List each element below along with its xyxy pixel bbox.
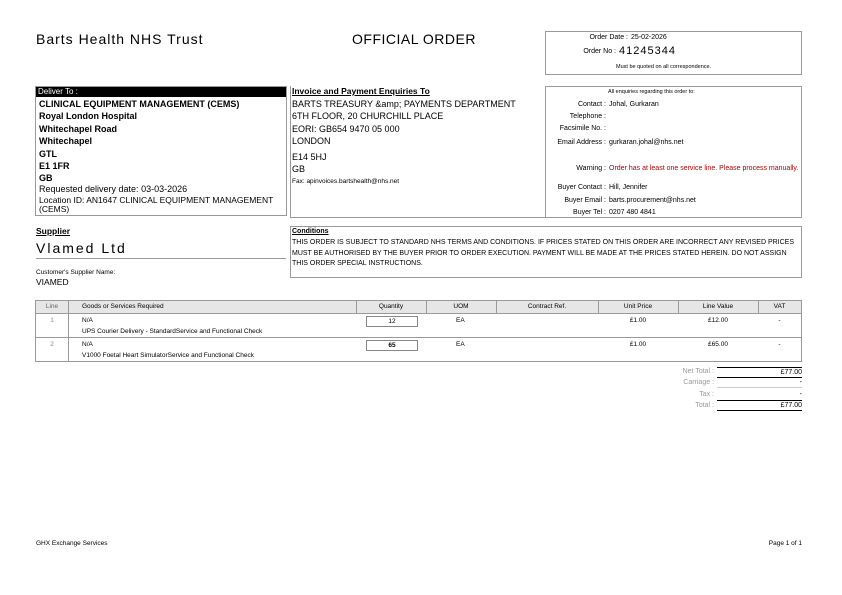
deliver-line: GTL (39, 148, 57, 159)
deliver-line: Whitechapel Road (39, 123, 118, 134)
warning-text: Order has at least one service line. Please process manually. (609, 165, 799, 172)
items-table (35, 300, 802, 362)
col-uom: UOM (453, 303, 469, 310)
tax-label: Tax : (699, 391, 714, 398)
col-divider (496, 301, 497, 314)
row-line-value: £65.00 (708, 341, 728, 348)
buyer-email: barts.procurement@nhs.net (609, 197, 696, 204)
total-label: Total : (695, 402, 714, 409)
col-unit-price: Unit Price (623, 303, 653, 310)
table-header-row (36, 301, 801, 314)
row-line: 2 (50, 341, 54, 348)
order-date: 25-02-2026 (631, 34, 667, 41)
conditions-text: THIS ORDER IS SUBJECT TO STANDARD NHS TERMS AND CONDITIONS. IF PRICES STATED ON THIS ORDER ARE INCORRECT ANY REVISED PRICES MUST BE AUTHORISED BY THE BUYER PRIOR TO ORDER EXECUTION. PAYMENT WILL BE MADE AT THE PRICES STATED HEREIN. DO NOT ASSIGN THIS ORDER SPECIAL INSTRUCTIONS. (292, 239, 795, 267)
col-divider (598, 301, 599, 314)
location-id: Location ID: AN1647 CLINICAL EQUIPMENT MANAGEMENT (CEMS) (39, 195, 274, 214)
col-divider (356, 301, 357, 314)
table-row (36, 338, 801, 361)
invoice-line: GB (292, 164, 306, 175)
facsimile-label: Facsimile No. : (559, 125, 606, 132)
grand-total: £77.00 (717, 400, 802, 411)
col-divider (758, 301, 759, 314)
deliver-address (39, 98, 239, 185)
deliver-line: Whitechapel (39, 136, 93, 147)
telephone-label: Telephone : (569, 113, 606, 120)
buyer-contact-label: Buyer Contact : (557, 184, 606, 191)
row-vat: - (778, 341, 781, 348)
customer-supplier-name: VIAMED (36, 277, 69, 287)
contact-name: Johal, Gurkaran (609, 101, 659, 108)
row-line-value: £12.00 (708, 317, 728, 324)
enquiries-box (545, 86, 802, 218)
row-qty: 12 (366, 316, 418, 327)
tax-value: - (799, 391, 802, 398)
carriage-value: - (717, 378, 802, 388)
row-uom: EA (456, 341, 465, 348)
invoice-line: E14 5HJ (292, 151, 327, 162)
deliver-line: E1 1FR (39, 161, 70, 172)
invoice-fax: Fax: apinvoices.bartshealth@nhs.net (292, 178, 400, 185)
quote-note: Must be quoted on all correspondence. (616, 64, 712, 70)
invoice-line: EORI: GB654 9470 05 000 (292, 123, 400, 134)
invoice-line: 6TH FLOOR, 20 CHURCHILL PLACE (292, 111, 444, 122)
order-info-box (545, 31, 802, 75)
deliver-heading: Deliver To : (36, 87, 286, 97)
col-divider (678, 301, 679, 314)
row-unit-price: £1.00 (629, 317, 647, 324)
page-number: Page 1 of 1 (768, 540, 802, 547)
deliver-line: GB (39, 173, 53, 184)
conditions-box (290, 226, 802, 278)
invoice-box (290, 86, 546, 218)
row-vat: - (778, 317, 781, 324)
buyer-tel-label: Buyer Tel : (573, 209, 606, 216)
buyer-tel: 0207 480 4841 (609, 209, 656, 216)
col-line: Line (45, 303, 59, 310)
net-total: £77.00 (717, 367, 802, 378)
row-line: 1 (50, 317, 54, 324)
invoice-heading: Invoice and Payment Enquiries To (292, 86, 430, 96)
deliver-to-box (35, 86, 287, 216)
row-code: N/A (82, 317, 93, 324)
row-code: N/A (82, 341, 93, 348)
col-line-value: Line Value (702, 303, 734, 310)
order-date-label: Order Date : (589, 34, 628, 41)
email-value: gurkaran.johal@nhs.net (609, 139, 684, 146)
row-desc: V1000 Foetal Heart SimulatorService and Functional Check (82, 352, 254, 359)
enquiries-note: All enquiries regarding this order to: (608, 89, 695, 95)
row-uom: EA (456, 317, 465, 324)
deliver-line: CLINICAL EQUIPMENT MANAGEMENT (CEMS) (39, 99, 240, 109)
row-qty: 65 (366, 340, 418, 351)
conditions-heading: Conditions (292, 228, 329, 235)
col-goods: Goods or Services Required (82, 303, 164, 310)
invoice-address (292, 98, 516, 175)
carriage-label: Carriage : (683, 379, 714, 386)
warning-label: Warning : (576, 165, 606, 172)
col-quantity: Quantity (378, 303, 404, 310)
invoice-line: LONDON (292, 136, 331, 147)
supplier-heading: Supplier (36, 226, 71, 236)
deliver-line: Royal London Hospital (39, 111, 137, 122)
row-unit-price: £1.00 (629, 341, 647, 348)
order-number: 41245344 (619, 45, 676, 57)
net-total-label: Net Total : (682, 368, 714, 375)
supplier-name: Vlamed Ltd (36, 240, 127, 256)
supplier-divider (36, 258, 286, 259)
row-desc: UPS Courier Delivery - StandardService and Functional Check (82, 328, 263, 335)
invoice-line: BARTS TREASURY &amp; PAYMENTS DEPARTMENT (292, 99, 516, 109)
email-label: Email Address : (557, 139, 606, 146)
page-title: OFFICIAL ORDER (352, 31, 476, 47)
buyer-email-label: Buyer Email : (564, 197, 606, 204)
contact-label: Contact : (577, 101, 606, 108)
org-name: Barts Health NHS Trust (36, 31, 204, 47)
table-row (36, 314, 801, 338)
col-contract: Contract Ref. (527, 303, 567, 310)
customer-supplier-label: Customer's Supplier Name: (36, 269, 116, 276)
order-no-label: Order No : (583, 48, 616, 55)
buyer-contact: Hill, Jennifer (609, 184, 648, 191)
requested-date: Requested delivery date: 03-03-2026 (39, 184, 188, 194)
footer-left: GHX Exchange Services (36, 540, 108, 547)
col-vat: VAT (773, 303, 786, 310)
col-divider (426, 301, 427, 314)
